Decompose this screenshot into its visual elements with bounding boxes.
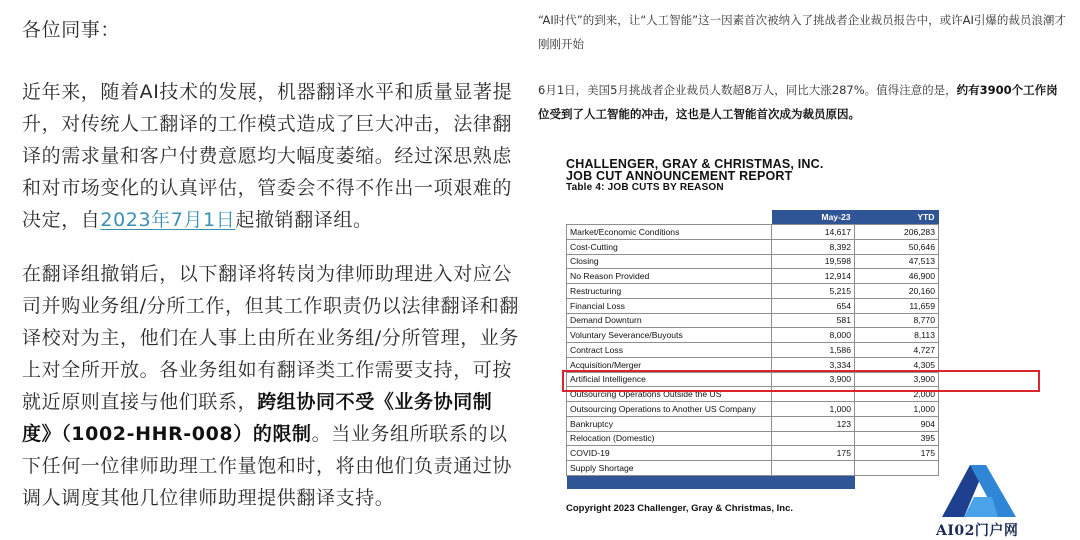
table-row [567, 328, 939, 343]
month-cell: 123 [772, 416, 855, 431]
month-cell [772, 461, 855, 476]
reason-cell: Financial Loss [567, 298, 772, 313]
month-cell: 1,586 [772, 343, 855, 358]
memo-date-link[interactable]: 2023年7月1日 [100, 209, 236, 231]
ai02-logo-icon [934, 463, 1024, 519]
month-cell: 8,000 [772, 328, 855, 343]
ytd-cell: 8,113 [855, 328, 939, 343]
reason-cell: Closing [567, 254, 772, 269]
month-cell: 581 [772, 313, 855, 328]
job-cut-report [566, 158, 938, 489]
watermark-text: AI02门户网 [936, 523, 1019, 539]
header-ytd: YTD [855, 210, 939, 225]
ytd-cell: 175 [855, 446, 939, 461]
month-cell: 654 [772, 298, 855, 313]
footer-gap [855, 475, 939, 489]
table-footer-bar [567, 475, 939, 489]
reason-cell: Cost-Cutting [567, 239, 772, 254]
table-row [567, 402, 939, 417]
reason-cell: Outsourcing Operations Outside the US [567, 387, 772, 402]
table-row [567, 416, 939, 431]
ytd-cell: 4,305 [855, 357, 939, 372]
reason-cell: Restructuring [567, 284, 772, 299]
memo-p1-tail: 起撤销翻译组。 [235, 209, 373, 231]
ytd-cell: 206,283 [855, 225, 939, 240]
report-copyright: Copyright 2023 Challenger, Gray & Christmas, Inc. [566, 503, 794, 514]
table-row [567, 225, 939, 240]
month-cell: 8,392 [772, 239, 855, 254]
memo-p1-text: 近年来，随着AI技术的发展，机器翻译水平和质量显著提升，对传统人工翻译的工作模式造成了巨大冲击，法律翻译的需求量和客户付费意愿均大幅度萎缩。经过深思熟虑和对市场变化的认真评估，管委会不得不作出一项艰难的决定，自 [22, 81, 513, 231]
memo-p2-bold: 跨组协同不受《业务协同制度》（1002-HHR-008）的限制 [22, 391, 493, 445]
month-cell [772, 431, 855, 446]
month-cell: 3,900 [772, 372, 855, 387]
ytd-cell: 11,659 [855, 298, 939, 313]
ytd-cell: 46,900 [855, 269, 939, 284]
table-row [567, 298, 939, 313]
article-p2-text: 6月1日，美国5月挑战者企业裁员人数超8万人，同比大涨287%。值得注意的是， [538, 83, 957, 97]
ytd-cell: 2,000 [855, 387, 939, 402]
report-company: CHALLENGER, GRAY & CHRISTMAS, INC. [566, 157, 824, 171]
table-body [567, 225, 939, 476]
reason-cell: COVID-19 [567, 446, 772, 461]
ytd-cell: 47,513 [855, 254, 939, 269]
memo-p2-tail: 。当业务组所联系的以下任何一位律师助理工作量饱和时，将由他们负责通过协调人调度其他几位律师助理提供翻译支持。 [22, 423, 513, 509]
memo-greeting: 各位同事： [22, 19, 121, 41]
footer-bar-left [567, 475, 772, 489]
memo-paragraph-1 [22, 76, 522, 236]
table-row [567, 343, 939, 358]
ytd-cell: 8,770 [855, 313, 939, 328]
month-cell: 1,000 [772, 402, 855, 417]
table-header-row [567, 210, 939, 225]
report-table-title: Table 4: JOB CUTS BY REASON [566, 182, 724, 193]
header-month: May-23 [772, 210, 855, 225]
month-cell: 3,334 [772, 357, 855, 372]
table-row [567, 284, 939, 299]
month-cell: 5,215 [772, 284, 855, 299]
table-row [567, 461, 939, 476]
ytd-cell: 3,900 [855, 372, 939, 387]
table-row [567, 446, 939, 461]
reason-cell: Relocation (Domestic) [567, 431, 772, 446]
reason-cell: Artificial Intelligence [567, 372, 772, 387]
ytd-cell: 4,727 [855, 343, 939, 358]
reason-cell: Contract Loss [567, 343, 772, 358]
report-title: JOB CUT ANNOUNCEMENT REPORT [566, 169, 793, 183]
month-cell: 14,617 [772, 225, 855, 240]
table-row [567, 254, 939, 269]
ytd-cell: 904 [855, 416, 939, 431]
news-article [538, 8, 1068, 126]
memo-p2-text: 在翻译组撤销后，以下翻译将转岗为律师助理进入对应公司并购业务组/分所工作，但其工作职责仍以法律翻译和翻译校对为主，他们在人事上由所在业务组/分所管理，业务上对全所开放。各业务组如有翻译类工作需要支持，可按就近原则直接与他们联系， [22, 263, 520, 413]
article-paragraph-2 [538, 78, 1068, 126]
ytd-cell: 50,646 [855, 239, 939, 254]
month-cell: 12,914 [772, 269, 855, 284]
table-row [567, 431, 939, 446]
table-row [567, 269, 939, 284]
ytd-cell [855, 461, 939, 476]
month-cell: 175 [772, 446, 855, 461]
footer-bar-mid [772, 475, 855, 489]
reason-cell: Acquisition/Merger [567, 357, 772, 372]
reason-cell: Market/Economic Conditions [567, 225, 772, 240]
memo-notice [22, 14, 522, 514]
reason-cell: Bankruptcy [567, 416, 772, 431]
reason-cell: Outsourcing Operations to Another US Company [567, 402, 772, 417]
job-cuts-table [566, 210, 939, 489]
reason-cell: Voluntary Severance/Buyouts [567, 328, 772, 343]
ytd-cell: 20,160 [855, 284, 939, 299]
table-row [567, 239, 939, 254]
article-paragraph-1: “AI时代”的到来，让“人工智能”这一因素首次被纳入了挑战者企业裁员报告中，或许AI引爆的裁员浪潮才刚刚开始 [538, 13, 1066, 51]
ai-row-highlight-box [562, 370, 1040, 392]
reason-cell: Supply Shortage [567, 461, 772, 476]
ytd-cell: 1,000 [855, 402, 939, 417]
reason-cell: Demand Downturn [567, 313, 772, 328]
article-p2-bold: 约有3900个工作岗位受到了人工智能的冲击，这也是人工智能首次成为裁员原因。 [538, 83, 1058, 121]
table-row [567, 313, 939, 328]
memo-paragraph-2 [22, 258, 522, 514]
ytd-cell: 395 [855, 431, 939, 446]
reason-cell: No Reason Provided [567, 269, 772, 284]
header-reason [567, 210, 772, 225]
month-cell: 19,598 [772, 254, 855, 269]
